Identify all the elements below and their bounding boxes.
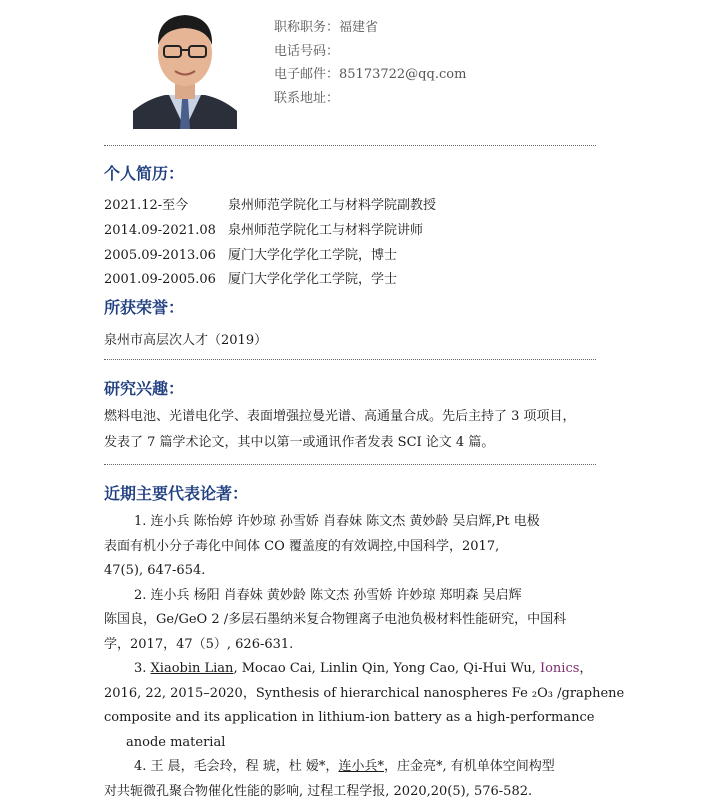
contact-title: 职称职务：福建省: [274, 16, 466, 40]
resume-row: 2005.09-2013.06 厦门大学化学化工学院，博士: [104, 244, 397, 263]
contact-phone: 电话号码：: [274, 40, 466, 64]
publication-1-line: 47(5), 647-654.: [104, 559, 610, 584]
publication-1-line: 表面有机小分子毒化中间体 CO 覆盖度的有效调控,中国科学，2017,: [104, 535, 610, 560]
resume-row: 2021.12-至今 泉州师范学院化工与材料学院副教授: [104, 194, 436, 213]
divider: [104, 145, 596, 146]
divider: [104, 464, 596, 465]
journal-name: Ionics: [540, 661, 579, 676]
publication-2-line: 2. 连小兵 杨阳 肖春妹 黄妙龄 陈文杰 孙雪娇 许妙琼 郑明森 吴启辉: [104, 584, 610, 609]
contact-address: 联系地址：: [274, 87, 466, 111]
resume-heading: 个人简历：: [104, 161, 184, 184]
publications-heading: 近期主要代表论著：: [104, 481, 248, 504]
publication-1-line: 1. 连小兵 陈怡婷 许妙琼 孙雪娇 肖春妹 陈文杰 黄妙龄 吴启辉,Pt 电极: [104, 510, 610, 535]
profile-photo: [133, 3, 237, 129]
highlighted-author: Xiaobin Lian: [151, 661, 234, 676]
publication-4-line: 对共轭微孔聚合物催化性能的影响, 过程工程学报, 2020,20(5), 576-582.: [104, 780, 610, 804]
publication-3-line: anode material: [104, 731, 610, 756]
contact-email: 电子邮件：85173722@qq.com: [274, 63, 466, 87]
resume-row: 2014.09-2021.08 泉州师范学院化工与材料学院讲师: [104, 219, 423, 238]
publication-4-line: 4. 王 晨，毛会玲，程 琥，杜 嫒*，连小兵*，庄金亮*, 有机单体空间构型: [104, 755, 610, 780]
publication-list: [104, 510, 610, 804]
publication-2-line: 学，2017，47（5）, 626-631.: [104, 633, 610, 658]
honor-item: 泉州市高层次人才（2019）: [104, 329, 267, 348]
publication-3-line: 2016, 22, 2015–2020，Synthesis of hierarchical nanospheres Fe ₂O₃ /graphene: [104, 682, 610, 707]
highlighted-author: 连小兵*: [338, 759, 384, 774]
research-text: 燃料电池、光谱电化学、表面增强拉曼光谱、高通量合成。先后主持了 3 项项目， 发表了 7 篇学术论文，其中以第一或通讯作者发表 SCI 论文 4 篇。: [104, 404, 604, 455]
publication-2-line: 陈国良，Ge/GeO 2 /多层石墨纳米复合物锂离子电池负极材料性能研究，中国科: [104, 608, 610, 633]
divider: [104, 359, 596, 360]
resume-row: 2001.09-2005.06 厦门大学化学化工学院，学士: [104, 268, 397, 287]
publication-3-line: composite and its application in lithium-ion battery as a high-performance: [104, 706, 610, 731]
research-heading: 研究兴趣：: [104, 376, 184, 399]
publication-3-line: 3. Xiaobin Lian, Mocao Cai, Linlin Qin, Yong Cao, Qi-Hui Wu, Ionics，: [104, 657, 610, 682]
contact-info: [274, 16, 466, 110]
honors-heading: 所获荣誉：: [104, 295, 184, 318]
